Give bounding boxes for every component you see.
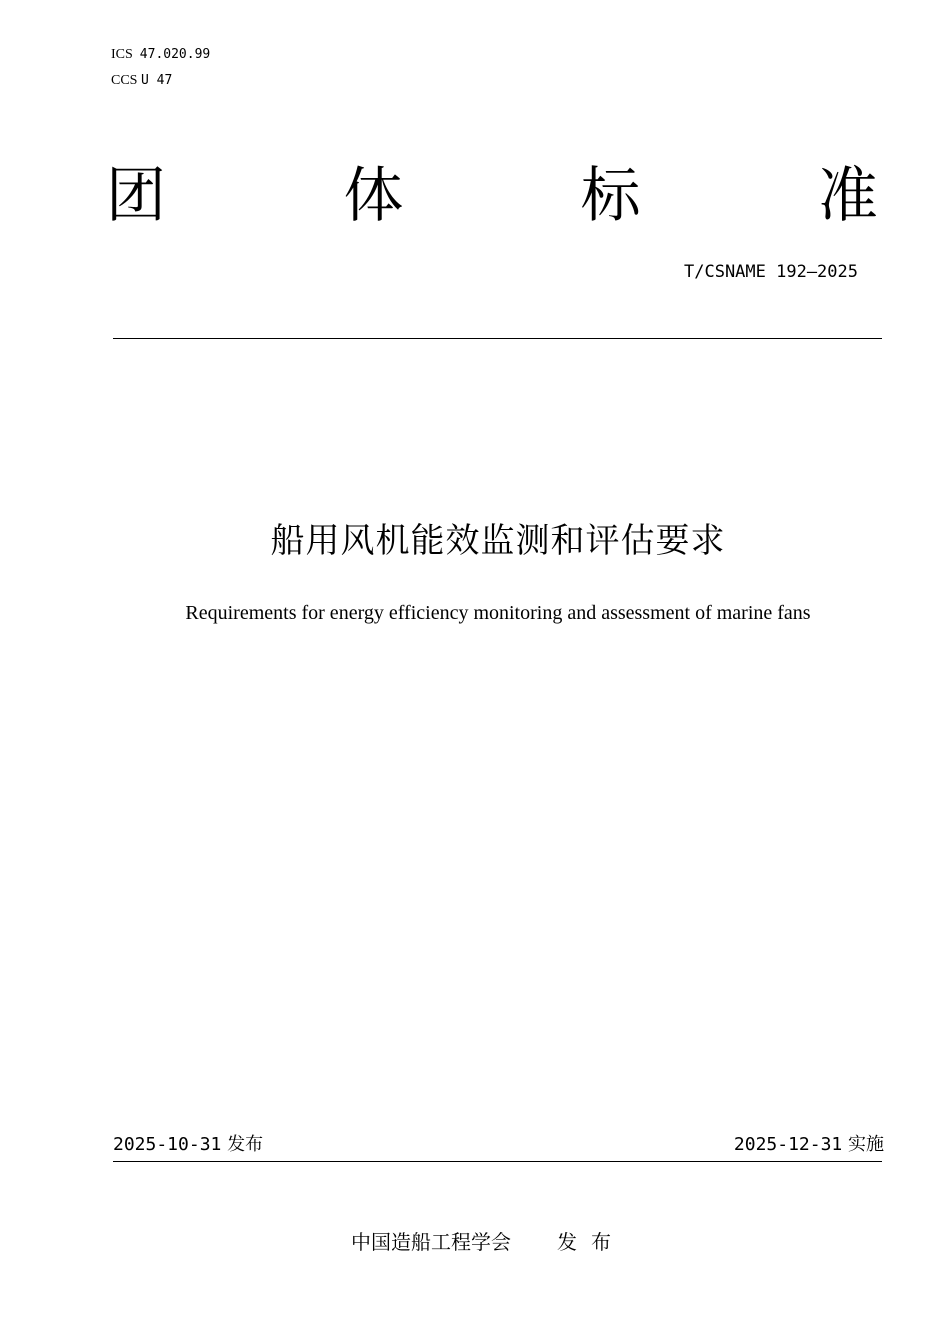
issue-date-line <box>113 1133 263 1157</box>
ics-classification <box>111 47 210 63</box>
ics-label: ICS <box>111 47 133 62</box>
ccs-classification <box>111 73 172 89</box>
title-english: Requirements for energy efficiency monitoring and assessment of marine fans <box>185 602 811 624</box>
doc-type-char: 标 <box>580 161 641 231</box>
effective-label: 实施 <box>848 1134 884 1155</box>
doc-type-char: 准 <box>817 161 878 231</box>
publisher-action: 发布 <box>557 1230 625 1254</box>
document-type-heading <box>106 160 878 232</box>
title-chinese: 船用风机能效监测和评估要求 <box>270 521 726 561</box>
ccs-code: U 47 <box>140 73 173 88</box>
doc-type-char: 体 <box>343 161 404 231</box>
bottom-divider <box>113 1161 882 1162</box>
issue-date: 2025-10-31 <box>113 1134 222 1155</box>
ccs-label: CCS <box>111 73 138 88</box>
publisher-line <box>0 1228 950 1256</box>
effective-date-line <box>734 1133 884 1157</box>
ics-code: 47.020.99 <box>139 47 211 62</box>
doc-type-char: 团 <box>106 161 166 231</box>
standard-number: T/CSNAME 192—2025 <box>684 262 858 282</box>
issue-label: 发布 <box>227 1134 264 1155</box>
effective-date: 2025-12-31 <box>733 1134 843 1155</box>
top-divider <box>113 338 882 339</box>
publisher-name: 中国造船工程学会 <box>351 1230 511 1254</box>
